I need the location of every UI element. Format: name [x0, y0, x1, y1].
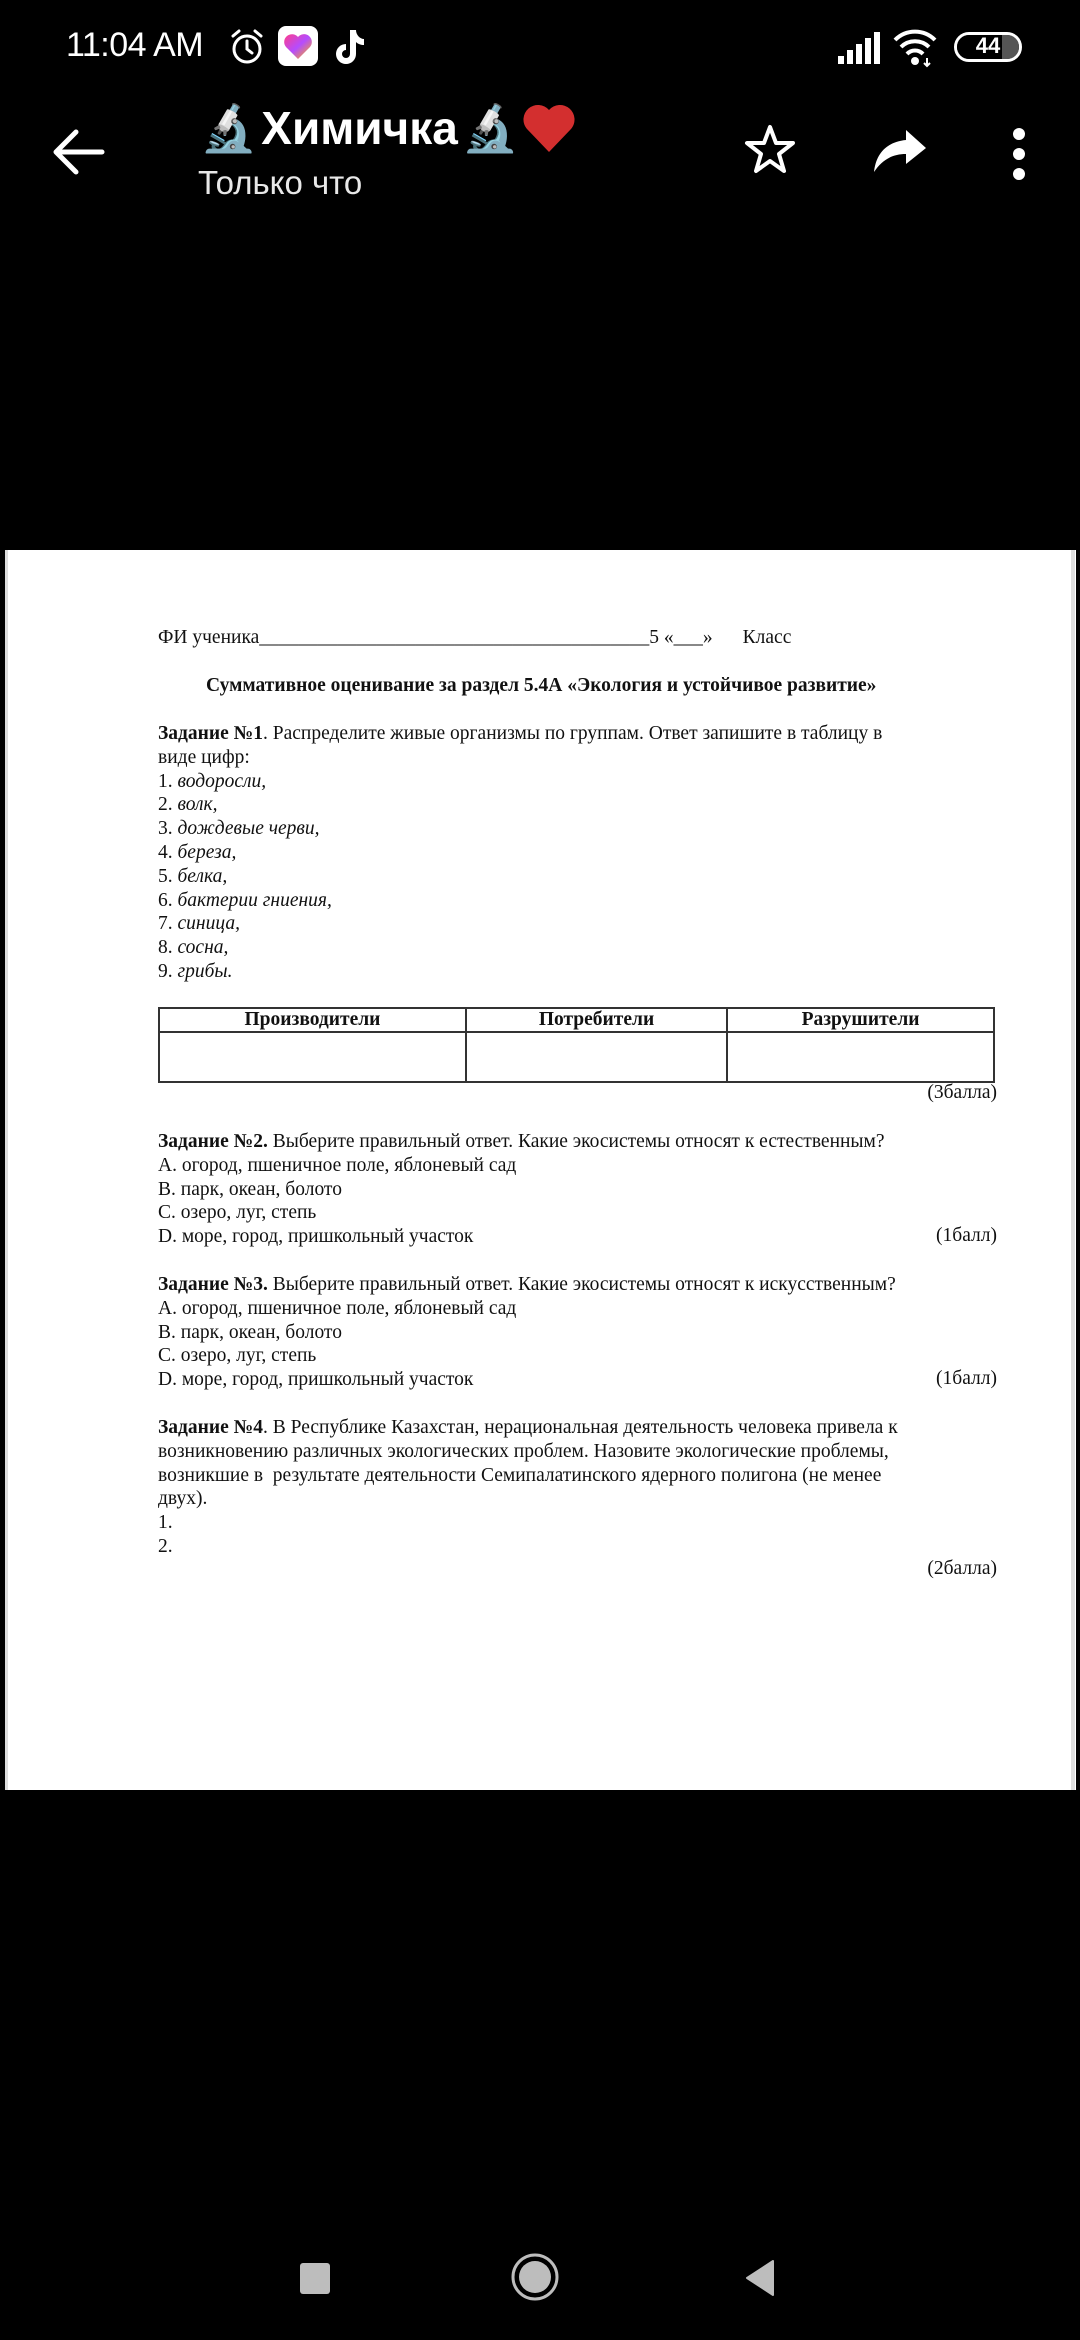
table-header: Разрушители — [727, 1008, 994, 1032]
tiktok-icon — [332, 26, 366, 66]
signal-icon — [838, 32, 880, 64]
answer-option: D. море, город, пришкольный участок — [158, 1226, 474, 1248]
alarm-icon — [228, 28, 266, 66]
task-4 — [158, 1416, 1018, 1559]
nav-back-button[interactable] — [745, 2259, 775, 2297]
task-text: виде цифр: — [158, 746, 250, 768]
name-blank: ________________________________________ — [259, 627, 650, 648]
answer-line: 2. — [158, 1535, 173, 1557]
task-title: Задание №1 — [158, 723, 264, 744]
wifi-icon — [893, 28, 937, 68]
task-text: возникновению различных экологических проблем. Назовите экологические проблемы, — [158, 1440, 889, 1462]
share-button[interactable] — [872, 128, 928, 174]
more-options-button[interactable] — [1008, 128, 1030, 180]
microscope-icon: 🔬 — [461, 102, 520, 154]
class-label: Класс — [742, 627, 792, 648]
likee-icon — [278, 26, 318, 66]
task-text: Выберите правильный ответ. Какие экосистемы относят к естественным? — [267, 1131, 885, 1152]
organism-item: 4. береза, — [158, 841, 237, 863]
task-4-score: (2балла) — [927, 1558, 997, 1579]
answer-option: A. огород, пшеничное поле, яблоневый сад — [158, 1297, 517, 1319]
answer-line: 1. — [158, 1512, 173, 1534]
image-border — [5, 550, 8, 1790]
task-text: . Распределите живые организмы по группам. Ответ запишите в таблицу в — [263, 723, 883, 744]
status-time: 11:04 AM — [66, 26, 204, 64]
task-2 — [158, 1130, 998, 1249]
image-border — [1071, 550, 1075, 1790]
answer-option: B. парк, океан, болото — [158, 1178, 342, 1200]
home-button[interactable] — [510, 2252, 560, 2302]
organism-item: 3. дождевые черви, — [158, 818, 320, 840]
heart-icon — [521, 102, 577, 154]
table-header: Производители — [159, 1008, 466, 1032]
organism-item: 7. синица, — [158, 913, 240, 935]
organism-item: 5. белка, — [158, 865, 228, 887]
task-3-score: (1балл) — [936, 1368, 997, 1389]
task-text: двух). — [158, 1488, 208, 1510]
table-cell — [466, 1032, 727, 1082]
task-title: Задание №4 — [158, 1417, 264, 1438]
student-label: ФИ ученика — [158, 627, 260, 648]
task-text: Выберите правильный ответ. Какие экосистемы относят к искусственным? — [267, 1274, 896, 1295]
grade-field: 5 «___» — [649, 627, 713, 648]
task-3 — [158, 1273, 998, 1392]
organism-groups-table — [158, 1007, 995, 1083]
chat-subtitle: Только что — [198, 164, 363, 201]
task-1 — [158, 722, 998, 984]
star-button[interactable] — [744, 124, 796, 176]
organism-item: 8. сосна, — [158, 937, 229, 959]
battery-icon — [954, 32, 1022, 62]
table-cell — [159, 1032, 466, 1082]
student-name-line — [158, 626, 791, 650]
answer-option: A. огород, пшеничное поле, яблоневый сад — [158, 1154, 517, 1176]
task-title: Задание №3. — [158, 1274, 268, 1295]
task-1-score: (3балла) — [927, 1082, 997, 1103]
answer-option: B. парк, океан, болото — [158, 1321, 342, 1343]
answer-option: C. озеро, луг, степь — [158, 1345, 317, 1367]
task-text: возникшие в результате деятельности Семипалатинского ядерного полигона (не менее — [158, 1464, 882, 1486]
chat-title-row[interactable] — [200, 98, 577, 158]
organism-item: 2. волк, — [158, 794, 218, 816]
document-heading: Суммативное оценивание за раздел 5.4А «Экология и устойчивое развитие» — [206, 675, 877, 696]
organism-item: 9. грибы. — [158, 960, 233, 982]
chat-title: Химичка — [261, 102, 458, 154]
back-button[interactable] — [50, 128, 106, 176]
microscope-icon: 🔬 — [200, 102, 258, 154]
answer-option: D. море, город, пришкольный участок — [158, 1369, 474, 1391]
battery-level: 44 — [975, 33, 1001, 58]
recents-button[interactable] — [300, 2263, 330, 2294]
table-cell — [727, 1032, 994, 1082]
organism-item: 6. бактерии гниения, — [158, 889, 332, 911]
table-header: Потребители — [466, 1008, 727, 1032]
answer-option: C. озеро, луг, степь — [158, 1202, 317, 1224]
task-text: . В Республике Казахстан, нерациональная деятельность человека привела к — [263, 1417, 898, 1438]
organism-item: 1. водоросли, — [158, 770, 267, 792]
task-title: Задание №2. — [158, 1131, 268, 1152]
task-2-score: (1балл) — [936, 1225, 997, 1246]
